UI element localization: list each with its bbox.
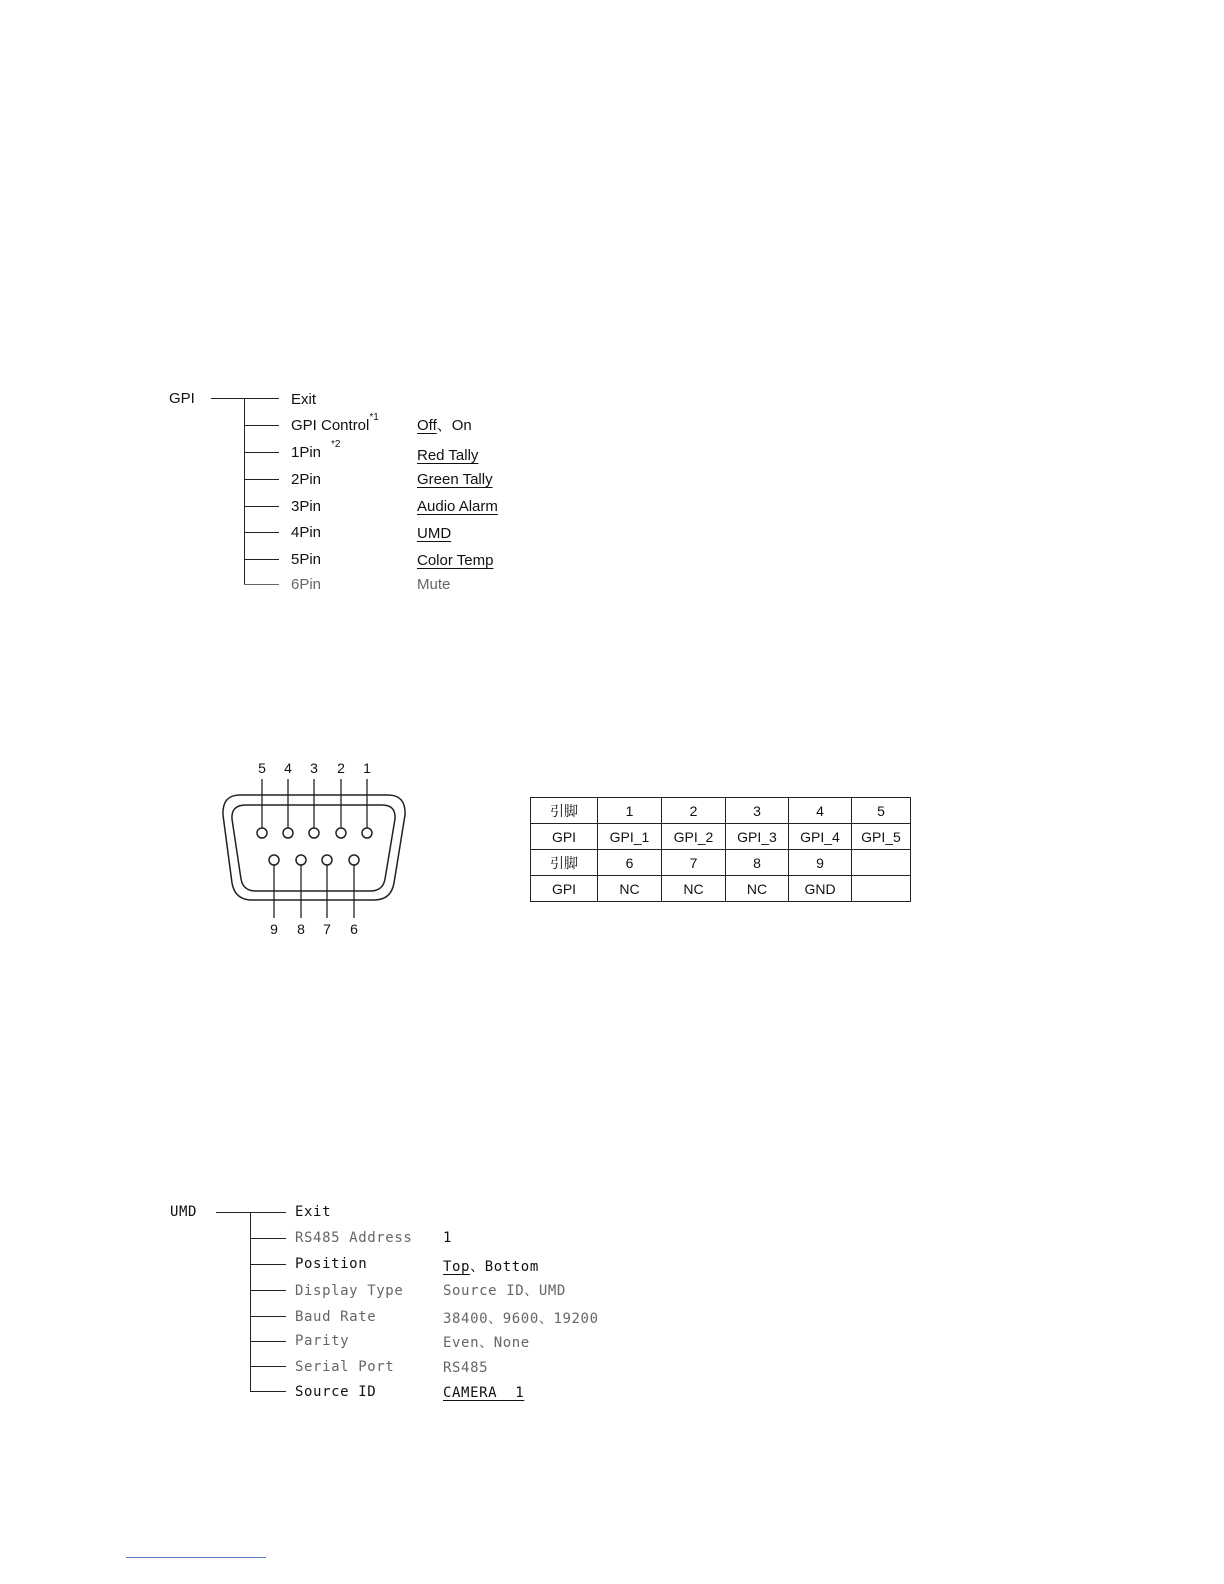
pin-table-cell: 3: [726, 798, 789, 824]
gpi-item-exit[interactable]: Exit: [291, 391, 317, 408]
pin-hole-top: [283, 828, 293, 838]
pin-number-top: 3: [310, 760, 318, 776]
pin-table-cell: 6: [598, 850, 662, 876]
baud-rate-value[interactable]: 38400、9600、19200: [443, 1311, 599, 1327]
umd-item-source-id[interactable]: Source ID: [295, 1384, 377, 1400]
gpi-item-3pin[interactable]: 3Pin: [291, 498, 322, 515]
gpi-item-1pin[interactable]: [291, 439, 341, 461]
option-on[interactable]: On: [451, 417, 472, 434]
pin-table-cell: 7: [662, 850, 726, 876]
umd-branch: [250, 1264, 286, 1265]
pin-hole-bottom: [322, 855, 332, 865]
pin-table-cell: GPI_3: [726, 824, 789, 850]
rs485-address-value[interactable]: 1: [443, 1230, 453, 1246]
pin-table-cell: NC: [598, 876, 662, 902]
pin-hole-bottom: [349, 855, 359, 865]
pin-table-cell: GND: [789, 876, 852, 902]
gpi-branch: [244, 532, 279, 533]
gpi-branch: [244, 425, 279, 426]
pin-assignment-table: [530, 797, 911, 902]
umd-root-label: UMD: [170, 1204, 198, 1220]
umd-branch: [250, 1290, 286, 1291]
pin-table-cell: 1: [598, 798, 662, 824]
gpi-branch: [244, 506, 279, 507]
gpi-branch: [244, 559, 279, 560]
pin-number-top: 2: [337, 760, 345, 776]
pin-table-cell: 5: [852, 798, 911, 824]
pin2-value[interactable]: Green Tally: [417, 471, 493, 488]
gpi-control-value[interactable]: [417, 418, 472, 433]
gpi-item-2pin[interactable]: 2Pin: [291, 471, 322, 488]
pin5-value[interactable]: Color Temp: [417, 552, 494, 569]
pin-table-cell: GPI_5: [852, 824, 911, 850]
umd-branch: [250, 1341, 286, 1342]
pin-hole-bottom: [296, 855, 306, 865]
pin-table-cell: GPI_2: [662, 824, 726, 850]
gpi-control-label: GPI Control: [291, 417, 370, 434]
pin-table-cell: 2: [662, 798, 726, 824]
gpi-branch: [244, 479, 279, 480]
umd-branch: [250, 1316, 286, 1317]
umd-item-exit[interactable]: Exit: [295, 1204, 332, 1220]
source-id-value[interactable]: CAMERA 1: [443, 1385, 525, 1401]
gpi-item-4pin[interactable]: 4Pin: [291, 524, 322, 541]
umd-branch: [250, 1366, 286, 1367]
db9-connector-diagram: [210, 755, 420, 940]
pin-hole-top: [336, 828, 346, 838]
gpi-branch: [244, 452, 279, 453]
pin-table-row: [531, 850, 911, 876]
pin-label: 1Pin: [291, 444, 322, 461]
pin-table-row: [531, 824, 911, 850]
pin3-value[interactable]: Audio Alarm: [417, 498, 498, 515]
umd-item-baud-rate[interactable]: Baud Rate: [295, 1309, 377, 1325]
pin-table-cell: GPI_1: [598, 824, 662, 850]
umd-item-rs485-address[interactable]: RS485 Address: [295, 1230, 413, 1246]
pin-table-cell: GPI_4: [789, 824, 852, 850]
pin-table-cell: NC: [662, 876, 726, 902]
separator: 、: [436, 417, 452, 434]
pin-table-cell: 9: [789, 850, 852, 876]
pin-number-bottom: 8: [297, 921, 305, 937]
pin-table-cell: 8: [726, 850, 789, 876]
pin-table-cell: [852, 876, 911, 902]
umd-item-serial-port[interactable]: Serial Port: [295, 1359, 395, 1375]
pin-number-bottom: 7: [323, 921, 331, 937]
option-top[interactable]: Top: [443, 1259, 471, 1275]
footnote-marker: *1: [369, 412, 379, 423]
pin1-value[interactable]: Red Tally: [417, 447, 479, 464]
option-off[interactable]: Off: [417, 417, 437, 434]
gpi-item-6pin[interactable]: 6Pin: [291, 576, 322, 593]
pin-number-bottom: 6: [350, 921, 358, 937]
umd-branch: [250, 1391, 286, 1392]
pin4-value[interactable]: UMD: [417, 525, 452, 542]
option-bottom[interactable]: 、Bottom: [470, 1259, 539, 1275]
pin-number-top: 1: [363, 760, 371, 776]
pin-hole-top: [362, 828, 372, 838]
footnote-marker: *2: [331, 439, 341, 450]
pin-table-row-header: 引脚: [531, 850, 598, 876]
gpi-item-5pin[interactable]: 5Pin: [291, 551, 322, 568]
gpi-branch: [244, 584, 279, 585]
pin-table-cell: NC: [726, 876, 789, 902]
pin-number-bottom: 9: [270, 921, 278, 937]
gpi-root-label: GPI: [169, 390, 195, 407]
pin-table-row: [531, 876, 911, 902]
position-value[interactable]: [443, 1260, 539, 1274]
pin6-value[interactable]: Mute: [417, 576, 451, 593]
umd-item-parity[interactable]: Parity: [295, 1333, 350, 1349]
parity-value[interactable]: Even、None: [443, 1335, 530, 1351]
display-type-value[interactable]: Source ID、UMD: [443, 1283, 566, 1299]
gpi-item-gpi-control[interactable]: [291, 412, 379, 434]
pin-number-top: 5: [258, 760, 266, 776]
pin-table-cell: [852, 850, 911, 876]
pin-table-row-header: GPI: [531, 876, 598, 902]
pin-hole-bottom: [269, 855, 279, 865]
pin-table-cell: 4: [789, 798, 852, 824]
serial-port-value[interactable]: RS485: [443, 1360, 489, 1376]
pin-table-row: [531, 798, 911, 824]
pin-hole-top: [309, 828, 319, 838]
umd-branch: [250, 1238, 286, 1239]
pin-hole-top: [257, 828, 267, 838]
pin-number-top: 4: [284, 760, 292, 776]
pin-table-row-header: 引脚: [531, 798, 598, 824]
umd-item-position[interactable]: Position: [295, 1256, 368, 1272]
footnote-separator: [126, 1557, 266, 1558]
pin-table-row-header: GPI: [531, 824, 598, 850]
umd-item-display-type[interactable]: Display Type: [295, 1283, 404, 1299]
